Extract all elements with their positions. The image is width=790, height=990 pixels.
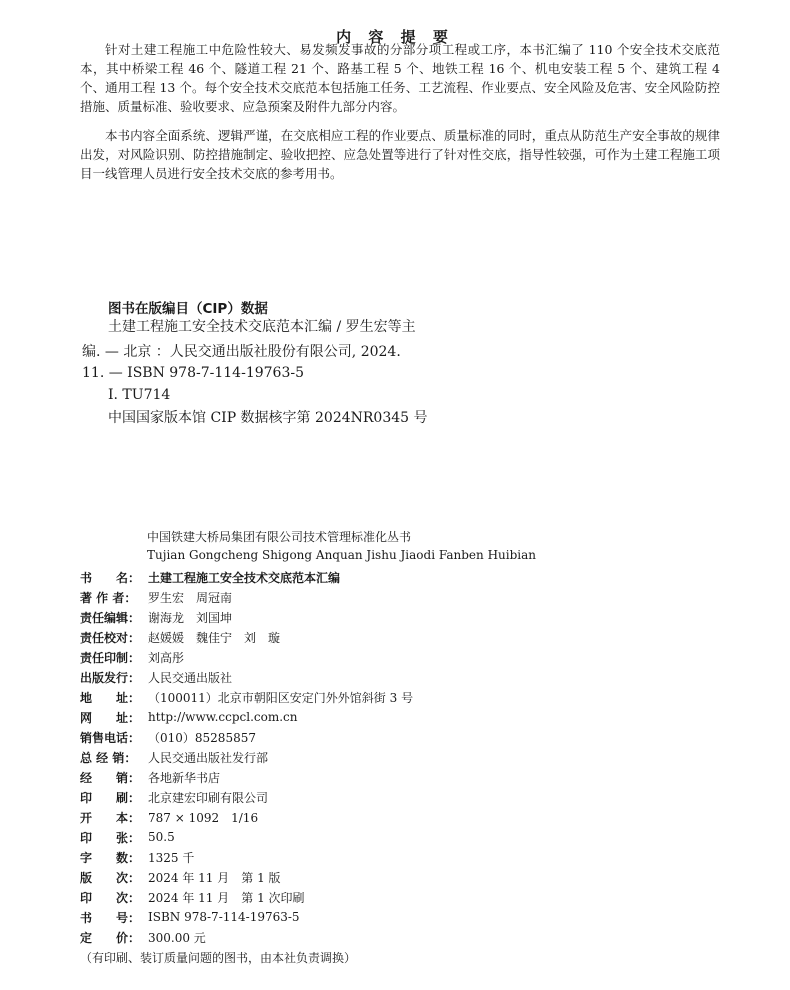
colophon-row-general-distributor (80, 747, 268, 767)
colophon-row-distributor (80, 767, 220, 787)
cip-line-5: 中国国家版本馆 CIP 数据核字第 2024NR0345 号 (108, 410, 428, 426)
colophon-row-authors (80, 587, 232, 607)
summary-paragraph-1: 针对土建工程施工中危险性较大、易发频发事故的分部分项工程或工序，本书汇编了 110 个安全技术交底范本，其中桥梁工程 46 个、隧道工程 21 个、路基工程 5 个、地铁工程 16 个、机电安装工程 5 个、建筑工程 4 个、通用工程 13 个。每个安全技术交底范本包括施工任务、工艺流程、作业要点、安全风险及危害、安全风险防控措施、质量标准、验收要求、应急预案及附件九部分内容。 (80, 42, 720, 114)
colophon-row-title (80, 567, 340, 587)
row-label: 印 刷： (80, 790, 141, 805)
colophon-row-website (80, 707, 297, 727)
row-label: 书 号： (80, 910, 141, 925)
row-label: 销售电话： (80, 730, 141, 745)
series-title: 中国铁建大桥局集团有限公司技术管理标准化丛书 (147, 530, 412, 544)
summary-paragraph-2: 本书内容全面系统、逻辑严谨，在交底相应工程的作业要点、质量标准的同时，重点从防范生产安全事故的规律出发，对风险识别、防控措施制定、验收把控、应急处置等进行了针对性交底，指导性较强，可作为土建工程施工项目一线管理人员进行安全技术交底的参考用书。 (80, 128, 720, 181)
summary-title: 内 容 提 要 (336, 28, 454, 46)
row-value: ISBN 978-7-114-19763-5 (148, 910, 300, 924)
row-label: 地 址： (80, 690, 141, 705)
cip-line-3: 11. — ISBN 978-7-114-19763-5 (82, 365, 304, 381)
colophon-row-proofreaders (80, 627, 280, 647)
row-label: 字 数： (80, 850, 141, 865)
row-label: 开 本： (80, 810, 141, 825)
row-value: 人民交通出版社 (148, 670, 233, 685)
row-value: 50.5 (148, 830, 175, 844)
row-value: 各地新华书店 (148, 770, 221, 785)
colophon-row-address (80, 687, 413, 707)
row-value: 土建工程施工安全技术交底范本汇编 (148, 570, 341, 585)
row-label: 经 销： (80, 770, 141, 785)
colophon-row-impression (80, 887, 305, 907)
colophon-row-format (80, 807, 258, 827)
row-value: 罗生宏 周冠南 (148, 590, 233, 605)
row-value: 787 × 1092 1/16 (148, 810, 259, 825)
row-value: 1325 千 (148, 850, 195, 865)
row-label: 责任编辑： (80, 610, 141, 625)
row-label: 责任校对： (80, 630, 141, 645)
cip-line-2: 编. — 北京 ：人民交通出版社股份有限公司, 2024. (82, 344, 401, 360)
cip-heading: 图书在版编目（CIP）数据 (108, 301, 268, 317)
row-label: 网 址： (80, 710, 141, 725)
colophon-row-price (80, 927, 206, 947)
row-label: 印 张： (80, 830, 141, 845)
row-value: 谢海龙 刘国坤 (148, 610, 233, 625)
row-value: 人民交通出版社发行部 (148, 750, 269, 765)
row-label: 书 名： (80, 570, 141, 585)
row-value: 刘高彤 (148, 650, 185, 665)
row-label: 责任印制： (80, 650, 141, 665)
cip-line-1: 土建工程施工安全技术交底范本汇编 / 罗生宏等主 (108, 319, 416, 335)
row-value: （010）85285857 (148, 730, 256, 745)
row-value: 300.00 元 (148, 930, 206, 945)
row-value: 2024 年 11 月 第 1 版 (148, 870, 281, 885)
row-value: （100011）北京市朝阳区安定门外外馆斜街 3 号 (148, 690, 414, 705)
row-label: 版 次： (80, 870, 141, 885)
row-label: 总 经 销： (80, 750, 137, 765)
row-label: 定 价： (80, 930, 141, 945)
colophon-row-editors (80, 607, 232, 627)
colophon-row-publisher (80, 667, 232, 687)
row-value: 2024 年 11 月 第 1 次印刷 (148, 890, 305, 905)
row-label: 印 次： (80, 890, 141, 905)
row-value: 北京建宏印刷有限公司 (148, 790, 269, 805)
series-pinyin: Tujian Gongcheng Shigong Anquan Jishu Jiaodi Fanben Huibian (147, 548, 536, 562)
row-value: 赵媛媛 魏佳宁 刘 璇 (148, 630, 281, 645)
colophon-row-sheets (80, 827, 175, 847)
colophon-row-printing-manager (80, 647, 184, 667)
quality-note: （有印刷、装订质量问题的图书，由本社负责调换） (80, 951, 357, 965)
row-label: 著 作 者： (80, 590, 137, 605)
colophon-row-isbn (80, 907, 300, 927)
row-value: http://www.ccpcl.com.cn (148, 710, 298, 724)
row-label: 出版发行： (80, 670, 141, 685)
colophon-row-edition (80, 867, 281, 887)
colophon-row-word-count (80, 847, 194, 867)
colophon-row-printer (80, 787, 268, 807)
cip-line-4: Ⅰ. TU714 (108, 387, 171, 403)
colophon-row-sales-phone (80, 727, 256, 747)
